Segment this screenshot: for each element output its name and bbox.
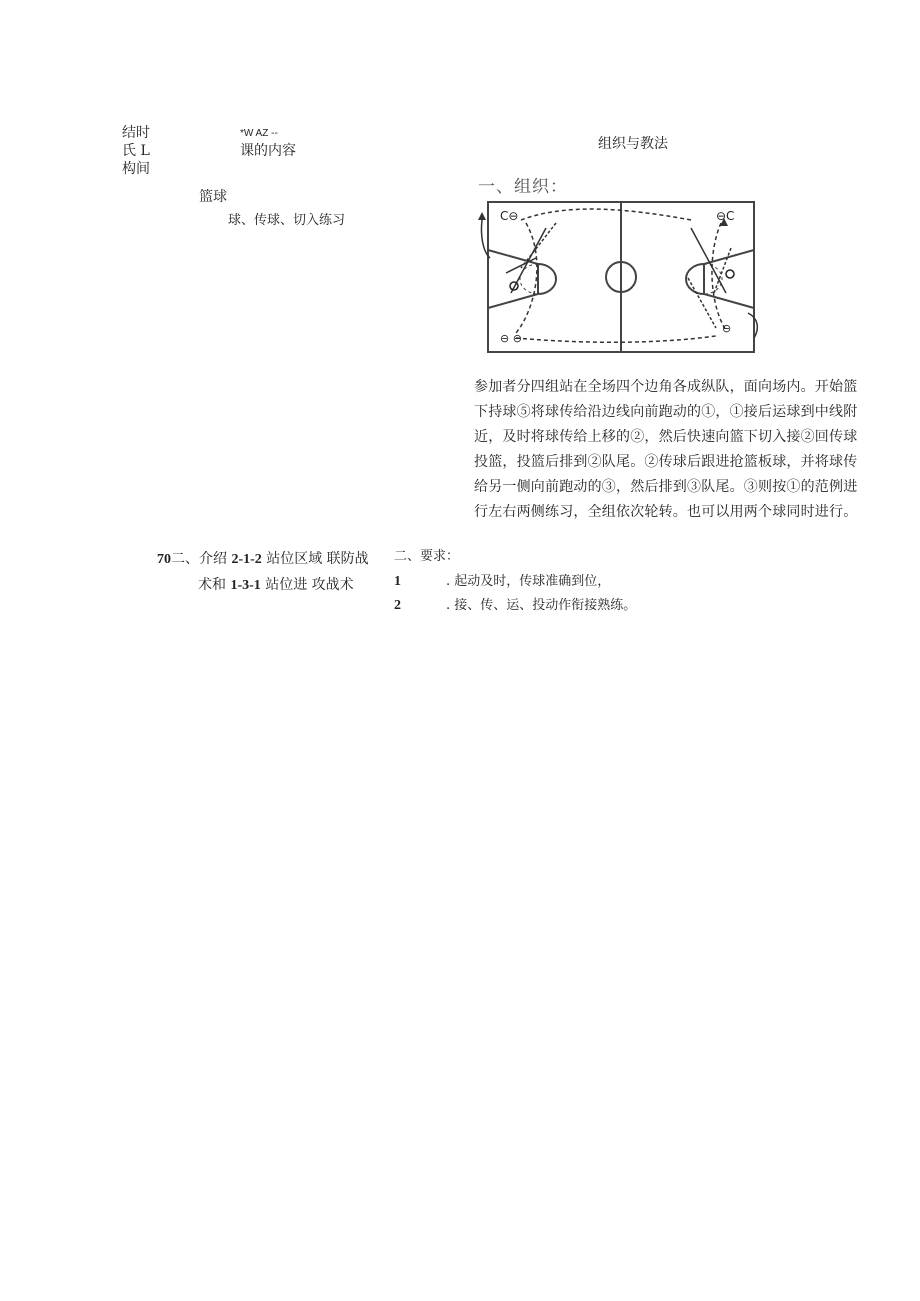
header-col1-line3: 构间 xyxy=(122,161,150,177)
section-organization-title: 一、组织： xyxy=(478,177,568,197)
requirement-text-2: . 接、传、运、投动作衔接熟练。 xyxy=(446,598,637,613)
header-col2-line2: 课的内容 xyxy=(240,143,296,159)
paragraph-line: 参加者分四组站在全场四个边角各成纵队，面向场内。开始篮 xyxy=(474,379,858,395)
lesson-item-number: 70 xyxy=(157,552,171,567)
players-bottom-right: ⊖ xyxy=(722,322,732,335)
lesson-item-line1 xyxy=(157,550,369,569)
paragraph-line: 近，及时将球传给上移的②，然后快速向篮下切入接②回传球 xyxy=(474,429,858,445)
header-col1-line1: 结时 xyxy=(122,125,150,141)
header-col3: 组织与教法 xyxy=(598,136,668,152)
organization-paragraph xyxy=(474,375,858,525)
basketball-court-diagram xyxy=(476,198,760,358)
lesson-item-code1: 2-1-2 xyxy=(231,552,262,567)
paragraph-line: 下持球⑤将球传给沿边线向前跑动的①，①接后运球到中线附 xyxy=(474,404,858,420)
arrow-head-left xyxy=(478,212,486,220)
header-col2-line1: *W AZ -- xyxy=(240,128,278,139)
requirement-number-2: 2 xyxy=(394,598,401,613)
paragraph-line: 行左右两侧练习，全组依次轮转。也可以用两个球同时进行。 xyxy=(474,504,858,520)
paragraph-line: 投篮，投篮后排到②队尾。②传球后跟进抢篮板球，并将球传 xyxy=(474,454,858,470)
topic-subtitle-clipped: 球、传球、切入练习 xyxy=(228,213,346,228)
section-requirements-title: 二、要求： xyxy=(394,549,460,564)
requirement-number-1: 1 xyxy=(394,574,401,589)
topic-title: 篮球 xyxy=(199,189,227,205)
lesson-item-text2: 站位进 攻战术 xyxy=(265,577,354,593)
lesson-item-prefix2: 术和 xyxy=(198,577,226,593)
lesson-item-line2 xyxy=(198,576,354,595)
players-top-left: C⊖ xyxy=(500,209,519,223)
paragraph-line: 给另一侧向前跑动的③，然后排到③队尾。③则按①的范例进 xyxy=(474,479,858,495)
lesson-item-code2: 1-3-1 xyxy=(230,578,261,593)
requirement-text-1: . 起动及时，传球准确到位， xyxy=(446,574,611,589)
header-col1-line2: 氏 L xyxy=(122,143,150,159)
players-bottom-left: ⊖ ⊖ xyxy=(500,332,522,345)
lesson-item-text1: 站位区域 联防战 xyxy=(266,551,369,567)
lesson-item-prefix: 二、介绍 xyxy=(171,551,227,567)
players-top-right: ⊖C xyxy=(716,209,735,223)
